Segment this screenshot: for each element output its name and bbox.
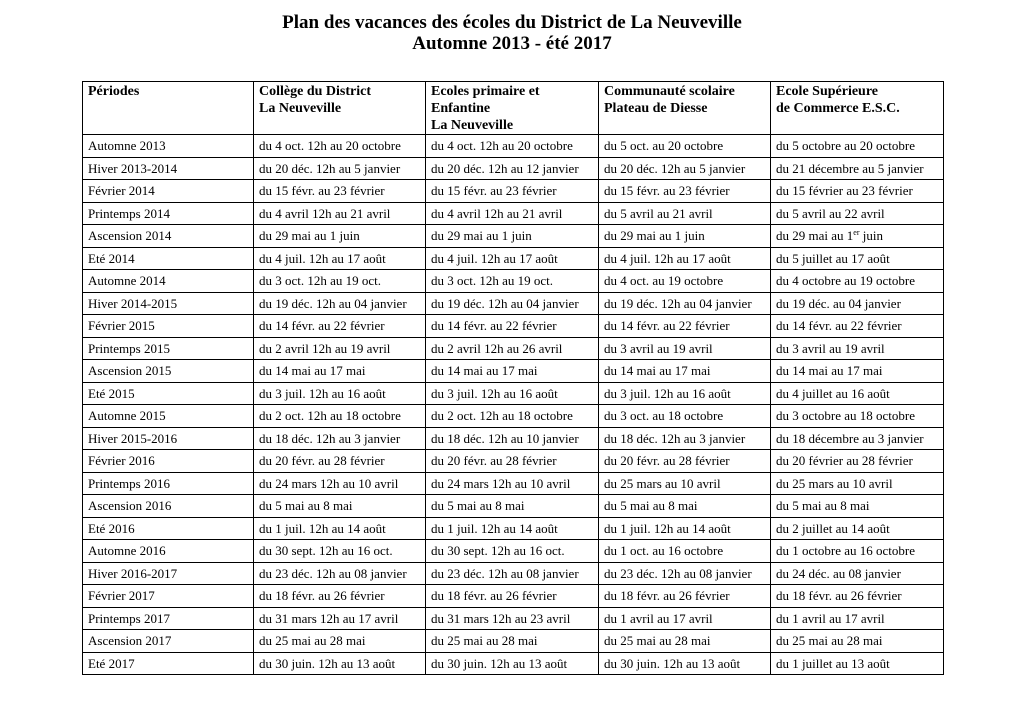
ecole-superieure-cell (771, 607, 944, 630)
period-cell (83, 270, 254, 293)
cell-text: du 19 déc. 12h au 04 janvier (604, 295, 752, 311)
ecoles-primaire-cell (426, 607, 599, 630)
ecoles-primaire-cell (426, 337, 599, 360)
cell-text: Ascension 2014 (88, 228, 172, 244)
cell-text: Hiver 2013-2014 (88, 160, 178, 176)
cell-text: du 3 oct. 12h au 19 oct. (259, 273, 382, 289)
cell-text: Février 2015 (88, 318, 155, 334)
cell-text: du 15 févr. au 23 février (259, 183, 385, 199)
ecoles-primaire-cell (426, 180, 599, 203)
cell-text: du 31 mars 12h au 17 avril (259, 610, 399, 626)
cell-text: du 18 févr. au 26 février (259, 588, 385, 604)
period-cell (83, 540, 254, 563)
cell-text: Printemps 2016 (88, 475, 170, 491)
cell-text: du 20 février au 28 février (776, 453, 913, 469)
cell-text: du 5 avril au 21 avril (604, 205, 713, 221)
header-line: La Neuveville (431, 118, 514, 133)
cell-text: du 25 mars au 10 avril (604, 475, 721, 491)
college-district-cell (254, 427, 426, 450)
table-row (83, 427, 944, 450)
ecole-superieure-cell (771, 495, 944, 518)
cell-text: du 3 oct. au 18 octobre (604, 408, 724, 424)
cell-text: du 18 déc. 12h au 10 janvier (431, 430, 579, 446)
period-cell (83, 180, 254, 203)
ecoles-primaire-cell (426, 405, 599, 428)
period-cell (83, 225, 254, 248)
table-row (83, 225, 944, 248)
table-row (83, 292, 944, 315)
cell-text: Ascension 2015 (88, 363, 172, 379)
cell-text: du 29 mai au 1 (776, 228, 854, 244)
college-district-cell (254, 472, 426, 495)
cell-text: du 29 mai au 1 juin (431, 228, 532, 244)
table-row (83, 630, 944, 653)
period-cell (83, 517, 254, 540)
header-line: de Commerce E.S.C. (776, 101, 900, 116)
ecole-superieure-cell (771, 540, 944, 563)
header-communaute-scolaire (599, 82, 771, 135)
ecole-superieure-cell (771, 427, 944, 450)
table-row (83, 270, 944, 293)
cell-text: du 1 avril au 17 avril (776, 610, 885, 626)
college-district-cell (254, 270, 426, 293)
college-district-cell (254, 135, 426, 158)
cell-text: Février 2017 (88, 588, 155, 604)
communaute-scolaire-cell (599, 315, 771, 338)
cell-text: du 15 févr. au 23 février (604, 183, 730, 199)
header-row (83, 82, 944, 135)
ecole-superieure-cell (771, 180, 944, 203)
title-line-1: Plan des vacances des écoles du District de La Neuveville (282, 12, 742, 33)
cell-text: du 3 juil. 12h au 16 août (604, 385, 731, 401)
ecoles-primaire-cell (426, 540, 599, 563)
ecole-superieure-cell (771, 292, 944, 315)
table-row (83, 180, 944, 203)
cell-text: du 5 mai au 8 mai (431, 498, 525, 514)
period-cell (83, 450, 254, 473)
cell-text: du 5 juillet au 17 août (776, 250, 890, 266)
cell-text: Février 2014 (88, 183, 155, 199)
table-row (83, 405, 944, 428)
period-cell (83, 135, 254, 158)
college-district-cell (254, 450, 426, 473)
period-cell (83, 427, 254, 450)
period-cell (83, 337, 254, 360)
period-cell (83, 382, 254, 405)
cell-text: du 23 déc. 12h au 08 janvier (431, 565, 579, 581)
ecole-superieure-cell (771, 405, 944, 428)
header-line: Ecole Supérieure (776, 84, 879, 99)
cell-text: du 1 octobre au 16 octobre (776, 543, 915, 559)
cell-text: Eté 2015 (88, 385, 135, 401)
college-district-cell (254, 337, 426, 360)
cell-text: du 24 mars 12h au 10 avril (259, 475, 399, 491)
cell-text: Ascension 2017 (88, 633, 172, 649)
cell-text: Février 2016 (88, 453, 155, 469)
cell-text: du 20 déc. 12h au 5 janvier (604, 160, 746, 176)
ecole-superieure-cell (771, 202, 944, 225)
ecoles-primaire-cell (426, 495, 599, 518)
cell-text: du 18 févr. au 26 février (776, 588, 902, 604)
cell-text: du 14 févr. au 22 février (776, 318, 902, 334)
cell-text: du 5 avril au 22 avril (776, 205, 885, 221)
ecole-superieure-cell (771, 360, 944, 383)
college-district-cell (254, 157, 426, 180)
cell-text: du 30 sept. 12h au 16 oct. (259, 543, 393, 559)
cell-text: du 18 décembre au 3 janvier (776, 430, 924, 446)
communaute-scolaire-cell (599, 382, 771, 405)
cell-text: du 2 avril 12h au 19 avril (259, 340, 391, 356)
cell-text: du 2 oct. 12h au 18 octobre (259, 408, 401, 424)
communaute-scolaire-cell (599, 585, 771, 608)
table-row (83, 495, 944, 518)
period-cell (83, 405, 254, 428)
cell-text: du 3 oct. 12h au 19 oct. (431, 273, 554, 289)
ecoles-primaire-cell (426, 292, 599, 315)
cell-text: du 23 déc. 12h au 08 janvier (604, 565, 752, 581)
ecole-superieure-cell (771, 315, 944, 338)
cell-text: du 5 mai au 8 mai (259, 498, 353, 514)
communaute-scolaire-cell (599, 540, 771, 563)
ecole-superieure-cell (771, 270, 944, 293)
table-row (83, 540, 944, 563)
cell-text: du 25 mars au 10 avril (776, 475, 893, 491)
communaute-scolaire-cell (599, 157, 771, 180)
cell-text: du 18 déc. 12h au 3 janvier (604, 430, 746, 446)
cell-text: Automne 2014 (88, 273, 166, 289)
header-line: Enfantine (431, 101, 491, 116)
cell-text: du 4 oct. au 19 octobre (604, 273, 724, 289)
cell-text: du 4 juillet au 16 août (776, 385, 890, 401)
cell-text: Eté 2014 (88, 250, 135, 266)
table-row (83, 607, 944, 630)
table-row (83, 315, 944, 338)
cell-text: Printemps 2017 (88, 610, 170, 626)
communaute-scolaire-cell (599, 405, 771, 428)
table-row (83, 517, 944, 540)
college-district-cell (254, 495, 426, 518)
cell-text: Automne 2013 (88, 138, 166, 154)
period-cell (83, 315, 254, 338)
communaute-scolaire-cell (599, 202, 771, 225)
cell-text: du 14 mai au 17 mai (776, 363, 883, 379)
header-line: Plateau de Diesse (604, 101, 708, 116)
ecoles-primaire-cell (426, 135, 599, 158)
ecole-superieure-cell (771, 652, 944, 675)
cell-text: du 5 octobre au 20 octobre (776, 138, 915, 154)
cell-text: du 25 mai au 28 mai (431, 633, 538, 649)
ecoles-primaire-cell (426, 360, 599, 383)
cell-text: du 4 oct. 12h au 20 octobre (431, 138, 573, 154)
cell-text: du 18 févr. au 26 février (604, 588, 730, 604)
communaute-scolaire-cell (599, 652, 771, 675)
table-row (83, 360, 944, 383)
cell-text: Automne 2016 (88, 543, 166, 559)
communaute-scolaire-cell (599, 607, 771, 630)
ecoles-primaire-cell (426, 157, 599, 180)
cell-text: du 5 mai au 8 mai (604, 498, 698, 514)
cell-text: du 25 mai au 28 mai (776, 633, 883, 649)
cell-text: du 25 mai au 28 mai (604, 633, 711, 649)
cell-text: du 5 mai au 8 mai (776, 498, 870, 514)
superscript-text: er (853, 228, 860, 238)
communaute-scolaire-cell (599, 225, 771, 248)
cell-text: du 2 avril 12h au 26 avril (431, 340, 563, 356)
cell-text: du 1 juil. 12h au 14 août (604, 520, 731, 536)
cell-text: du 20 févr. au 28 février (259, 453, 385, 469)
cell-text: du 14 mai au 17 mai (259, 363, 366, 379)
communaute-scolaire-cell (599, 450, 771, 473)
ecole-superieure-cell (771, 517, 944, 540)
cell-text: du 18 déc. 12h au 3 janvier (259, 430, 401, 446)
ecoles-primaire-cell (426, 652, 599, 675)
cell-text: du 4 oct. 12h au 20 octobre (259, 138, 401, 154)
ecole-superieure-cell (771, 630, 944, 653)
table-row (83, 337, 944, 360)
college-district-cell (254, 292, 426, 315)
vacation-schedule-table (82, 81, 944, 675)
ecoles-primaire-cell (426, 315, 599, 338)
ecoles-primaire-cell (426, 450, 599, 473)
communaute-scolaire-cell (599, 495, 771, 518)
ecole-superieure-cell (771, 225, 944, 248)
header-ecole-superieure (771, 82, 944, 135)
cell-text: du 1 avril au 17 avril (604, 610, 713, 626)
ecole-superieure-cell (771, 382, 944, 405)
table-row (83, 202, 944, 225)
ecole-superieure-cell (771, 157, 944, 180)
cell-text: du 21 décembre au 5 janvier (776, 160, 924, 176)
college-district-cell (254, 652, 426, 675)
ecole-superieure-cell (771, 337, 944, 360)
communaute-scolaire-cell (599, 562, 771, 585)
cell-text: du 3 avril au 19 avril (604, 340, 713, 356)
header-line: Communauté scolaire (604, 84, 735, 99)
communaute-scolaire-cell (599, 135, 771, 158)
cell-text: Hiver 2016-2017 (88, 565, 178, 581)
college-district-cell (254, 405, 426, 428)
cell-text: Printemps 2015 (88, 340, 170, 356)
cell-text: du 31 mars 12h au 23 avril (431, 610, 571, 626)
ecoles-primaire-cell (426, 517, 599, 540)
cell-text-suffix: juin (859, 228, 883, 244)
ecole-superieure-cell (771, 562, 944, 585)
college-district-cell (254, 630, 426, 653)
period-cell (83, 495, 254, 518)
period-cell (83, 652, 254, 675)
communaute-scolaire-cell (599, 270, 771, 293)
cell-text: du 30 juin. 12h au 13 août (604, 655, 741, 671)
ecole-superieure-cell (771, 247, 944, 270)
period-cell (83, 585, 254, 608)
ecoles-primaire-cell (426, 382, 599, 405)
cell-text: Printemps 2014 (88, 205, 170, 221)
communaute-scolaire-cell (599, 292, 771, 315)
cell-text: du 19 déc. 12h au 04 janvier (259, 295, 407, 311)
ecoles-primaire-cell (426, 562, 599, 585)
header-line: Ecoles primaire et (431, 84, 540, 99)
cell-text: du 29 mai au 1 juin (259, 228, 360, 244)
cell-text: du 19 déc. 12h au 04 janvier (431, 295, 579, 311)
cell-text: du 1 juil. 12h au 14 août (431, 520, 558, 536)
header-college-district (254, 82, 426, 135)
ecoles-primaire-cell (426, 585, 599, 608)
communaute-scolaire-cell (599, 360, 771, 383)
table-row (83, 157, 944, 180)
cell-text: Eté 2016 (88, 520, 135, 536)
cell-text: du 3 juil. 12h au 16 août (431, 385, 558, 401)
cell-text: du 20 déc. 12h au 5 janvier (259, 160, 401, 176)
table-body (83, 135, 944, 675)
cell-text: du 4 avril 12h au 21 avril (259, 205, 391, 221)
cell-text: Automne 2015 (88, 408, 166, 424)
college-district-cell (254, 382, 426, 405)
cell-text: Hiver 2014-2015 (88, 295, 178, 311)
period-cell (83, 360, 254, 383)
cell-text: du 30 juin. 12h au 13 août (259, 655, 396, 671)
college-district-cell (254, 202, 426, 225)
period-cell (83, 562, 254, 585)
table-row (83, 585, 944, 608)
cell-text: du 4 juil. 12h au 17 août (259, 250, 386, 266)
table-row (83, 472, 944, 495)
title-line-2: Automne 2013 - été 2017 (412, 33, 612, 54)
cell-text: du 18 févr. au 26 février (431, 588, 557, 604)
cell-text: du 1 juillet au 13 août (776, 655, 890, 671)
header-line: Collège du District (259, 84, 371, 99)
cell-text: du 24 déc. au 08 janvier (776, 565, 901, 581)
cell-text: du 23 déc. 12h au 08 janvier (259, 565, 407, 581)
table-row (83, 382, 944, 405)
cell-text: Ascension 2016 (88, 498, 172, 514)
communaute-scolaire-cell (599, 180, 771, 203)
ecoles-primaire-cell (426, 225, 599, 248)
table-row (83, 247, 944, 270)
college-district-cell (254, 540, 426, 563)
cell-text: du 2 juillet au 14 août (776, 520, 890, 536)
cell-text: du 5 oct. au 20 octobre (604, 138, 724, 154)
cell-text: du 2 oct. 12h au 18 octobre (431, 408, 573, 424)
communaute-scolaire-cell (599, 337, 771, 360)
header-line: La Neuveville (259, 101, 342, 116)
ecoles-primaire-cell (426, 630, 599, 653)
ecoles-primaire-cell (426, 427, 599, 450)
cell-text: du 3 octobre au 18 octobre (776, 408, 915, 424)
cell-text: du 1 oct. au 16 octobre (604, 543, 724, 559)
cell-text: du 20 févr. au 28 février (431, 453, 557, 469)
communaute-scolaire-cell (599, 517, 771, 540)
college-district-cell (254, 225, 426, 248)
college-district-cell (254, 315, 426, 338)
header-periodes (83, 82, 254, 135)
period-cell (83, 292, 254, 315)
cell-text: du 4 juil. 12h au 17 août (431, 250, 558, 266)
cell-text: du 20 févr. au 28 février (604, 453, 730, 469)
table-row (83, 652, 944, 675)
period-cell (83, 472, 254, 495)
ecoles-primaire-cell (426, 247, 599, 270)
cell-text: du 14 févr. au 22 février (604, 318, 730, 334)
cell-text: du 1 juil. 12h au 14 août (259, 520, 386, 536)
ecoles-primaire-cell (426, 270, 599, 293)
cell-text: du 4 avril 12h au 21 avril (431, 205, 563, 221)
cell-text: du 3 juil. 12h au 16 août (259, 385, 386, 401)
document-title (0, 12, 1024, 54)
cell-text: du 30 sept. 12h au 16 oct. (431, 543, 565, 559)
cell-text: du 4 juil. 12h au 17 août (604, 250, 731, 266)
cell-text: du 30 juin. 12h au 13 août (431, 655, 568, 671)
college-district-cell (254, 180, 426, 203)
communaute-scolaire-cell (599, 630, 771, 653)
communaute-scolaire-cell (599, 427, 771, 450)
ecole-superieure-cell (771, 585, 944, 608)
college-district-cell (254, 585, 426, 608)
ecole-superieure-cell (771, 135, 944, 158)
cell-text: du 14 mai au 17 mai (604, 363, 711, 379)
header-line: Périodes (88, 84, 140, 99)
communaute-scolaire-cell (599, 472, 771, 495)
cell-text: Hiver 2015-2016 (88, 430, 178, 446)
cell-text: du 19 déc. au 04 janvier (776, 295, 901, 311)
table-row (83, 135, 944, 158)
ecoles-primaire-cell (426, 472, 599, 495)
college-district-cell (254, 247, 426, 270)
cell-text: du 15 févr. au 23 février (431, 183, 557, 199)
period-cell (83, 202, 254, 225)
communaute-scolaire-cell (599, 247, 771, 270)
cell-text: du 3 avril au 19 avril (776, 340, 885, 356)
cell-text: du 20 déc. 12h au 12 janvier (431, 160, 579, 176)
college-district-cell (254, 607, 426, 630)
college-district-cell (254, 517, 426, 540)
period-cell (83, 247, 254, 270)
period-cell (83, 157, 254, 180)
college-district-cell (254, 360, 426, 383)
table-row (83, 562, 944, 585)
cell-text: du 15 février au 23 février (776, 183, 913, 199)
header-ecoles-primaire (426, 82, 599, 135)
cell-text: du 14 févr. au 22 février (431, 318, 557, 334)
cell-text: du 29 mai au 1 juin (604, 228, 705, 244)
cell-text: du 14 mai au 17 mai (431, 363, 538, 379)
college-district-cell (254, 562, 426, 585)
cell-text: du 24 mars 12h au 10 avril (431, 475, 571, 491)
cell-text: du 25 mai au 28 mai (259, 633, 366, 649)
period-cell (83, 607, 254, 630)
ecoles-primaire-cell (426, 202, 599, 225)
period-cell (83, 630, 254, 653)
table-row (83, 450, 944, 473)
table-header (83, 82, 944, 135)
cell-text: du 4 octobre au 19 octobre (776, 273, 915, 289)
ecole-superieure-cell (771, 472, 944, 495)
cell-text: du 14 févr. au 22 février (259, 318, 385, 334)
cell-text: Eté 2017 (88, 655, 135, 671)
ecole-superieure-cell (771, 450, 944, 473)
